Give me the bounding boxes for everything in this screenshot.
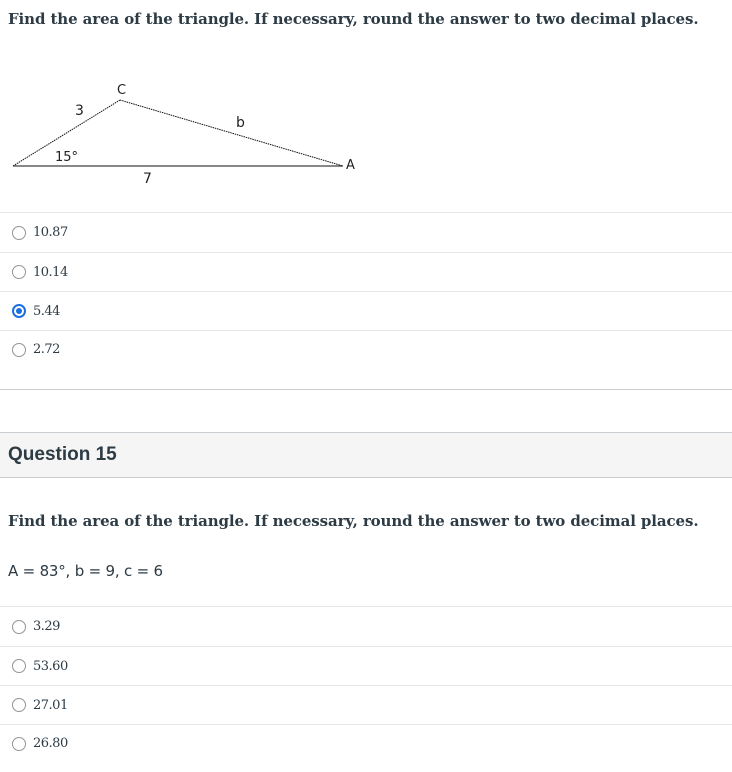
answer-label: 27.01 (33, 697, 68, 713)
answer-option[interactable] (0, 330, 732, 368)
answer-label: 53.60 (33, 658, 68, 674)
question-15-options (0, 606, 732, 762)
radio-button[interactable] (12, 620, 26, 634)
answer-label: 3.29 (33, 619, 60, 634)
question-14-prompt: Find the area of the triangle. If necessary, round the answer to two decimal places. (8, 10, 699, 28)
answer-option[interactable] (0, 646, 732, 685)
answer-option[interactable] (0, 724, 732, 762)
answer-option[interactable] (0, 291, 732, 330)
radio-button-selected[interactable] (12, 304, 26, 318)
radio-button[interactable] (12, 737, 26, 751)
radio-button[interactable] (12, 698, 26, 712)
question-divider (0, 389, 732, 390)
side-right-label: b (236, 115, 245, 131)
answer-label: 26.80 (33, 736, 68, 751)
answer-label: 10.87 (33, 225, 68, 240)
radio-button[interactable] (12, 343, 26, 357)
radio-button[interactable] (12, 265, 26, 279)
angle-label: 15° (55, 150, 79, 165)
triangle-figure (0, 70, 380, 200)
given-values: A = 83°, b = 9, c = 6 (8, 562, 163, 580)
answer-option[interactable] (0, 212, 732, 252)
question-title: Question 15 (8, 444, 117, 465)
vertex-a-label: A (346, 158, 355, 173)
answer-option[interactable] (0, 606, 732, 646)
answer-option[interactable] (0, 252, 732, 291)
radio-button[interactable] (12, 226, 26, 240)
question-15-prompt: Find the area of the triangle. If necessary, round the answer to two decimal places. (8, 512, 699, 530)
answer-label: 10.14 (33, 264, 68, 280)
radio-button[interactable] (12, 659, 26, 673)
vertex-c-label: C (117, 83, 127, 98)
side-left-label: 3 (75, 103, 84, 119)
question-14-options (0, 212, 732, 368)
answer-label: 5.44 (33, 303, 60, 319)
side-bottom-label: 7 (143, 171, 152, 187)
answer-label: 2.72 (33, 342, 60, 357)
answer-option[interactable] (0, 685, 732, 724)
question-15-header (0, 432, 732, 478)
